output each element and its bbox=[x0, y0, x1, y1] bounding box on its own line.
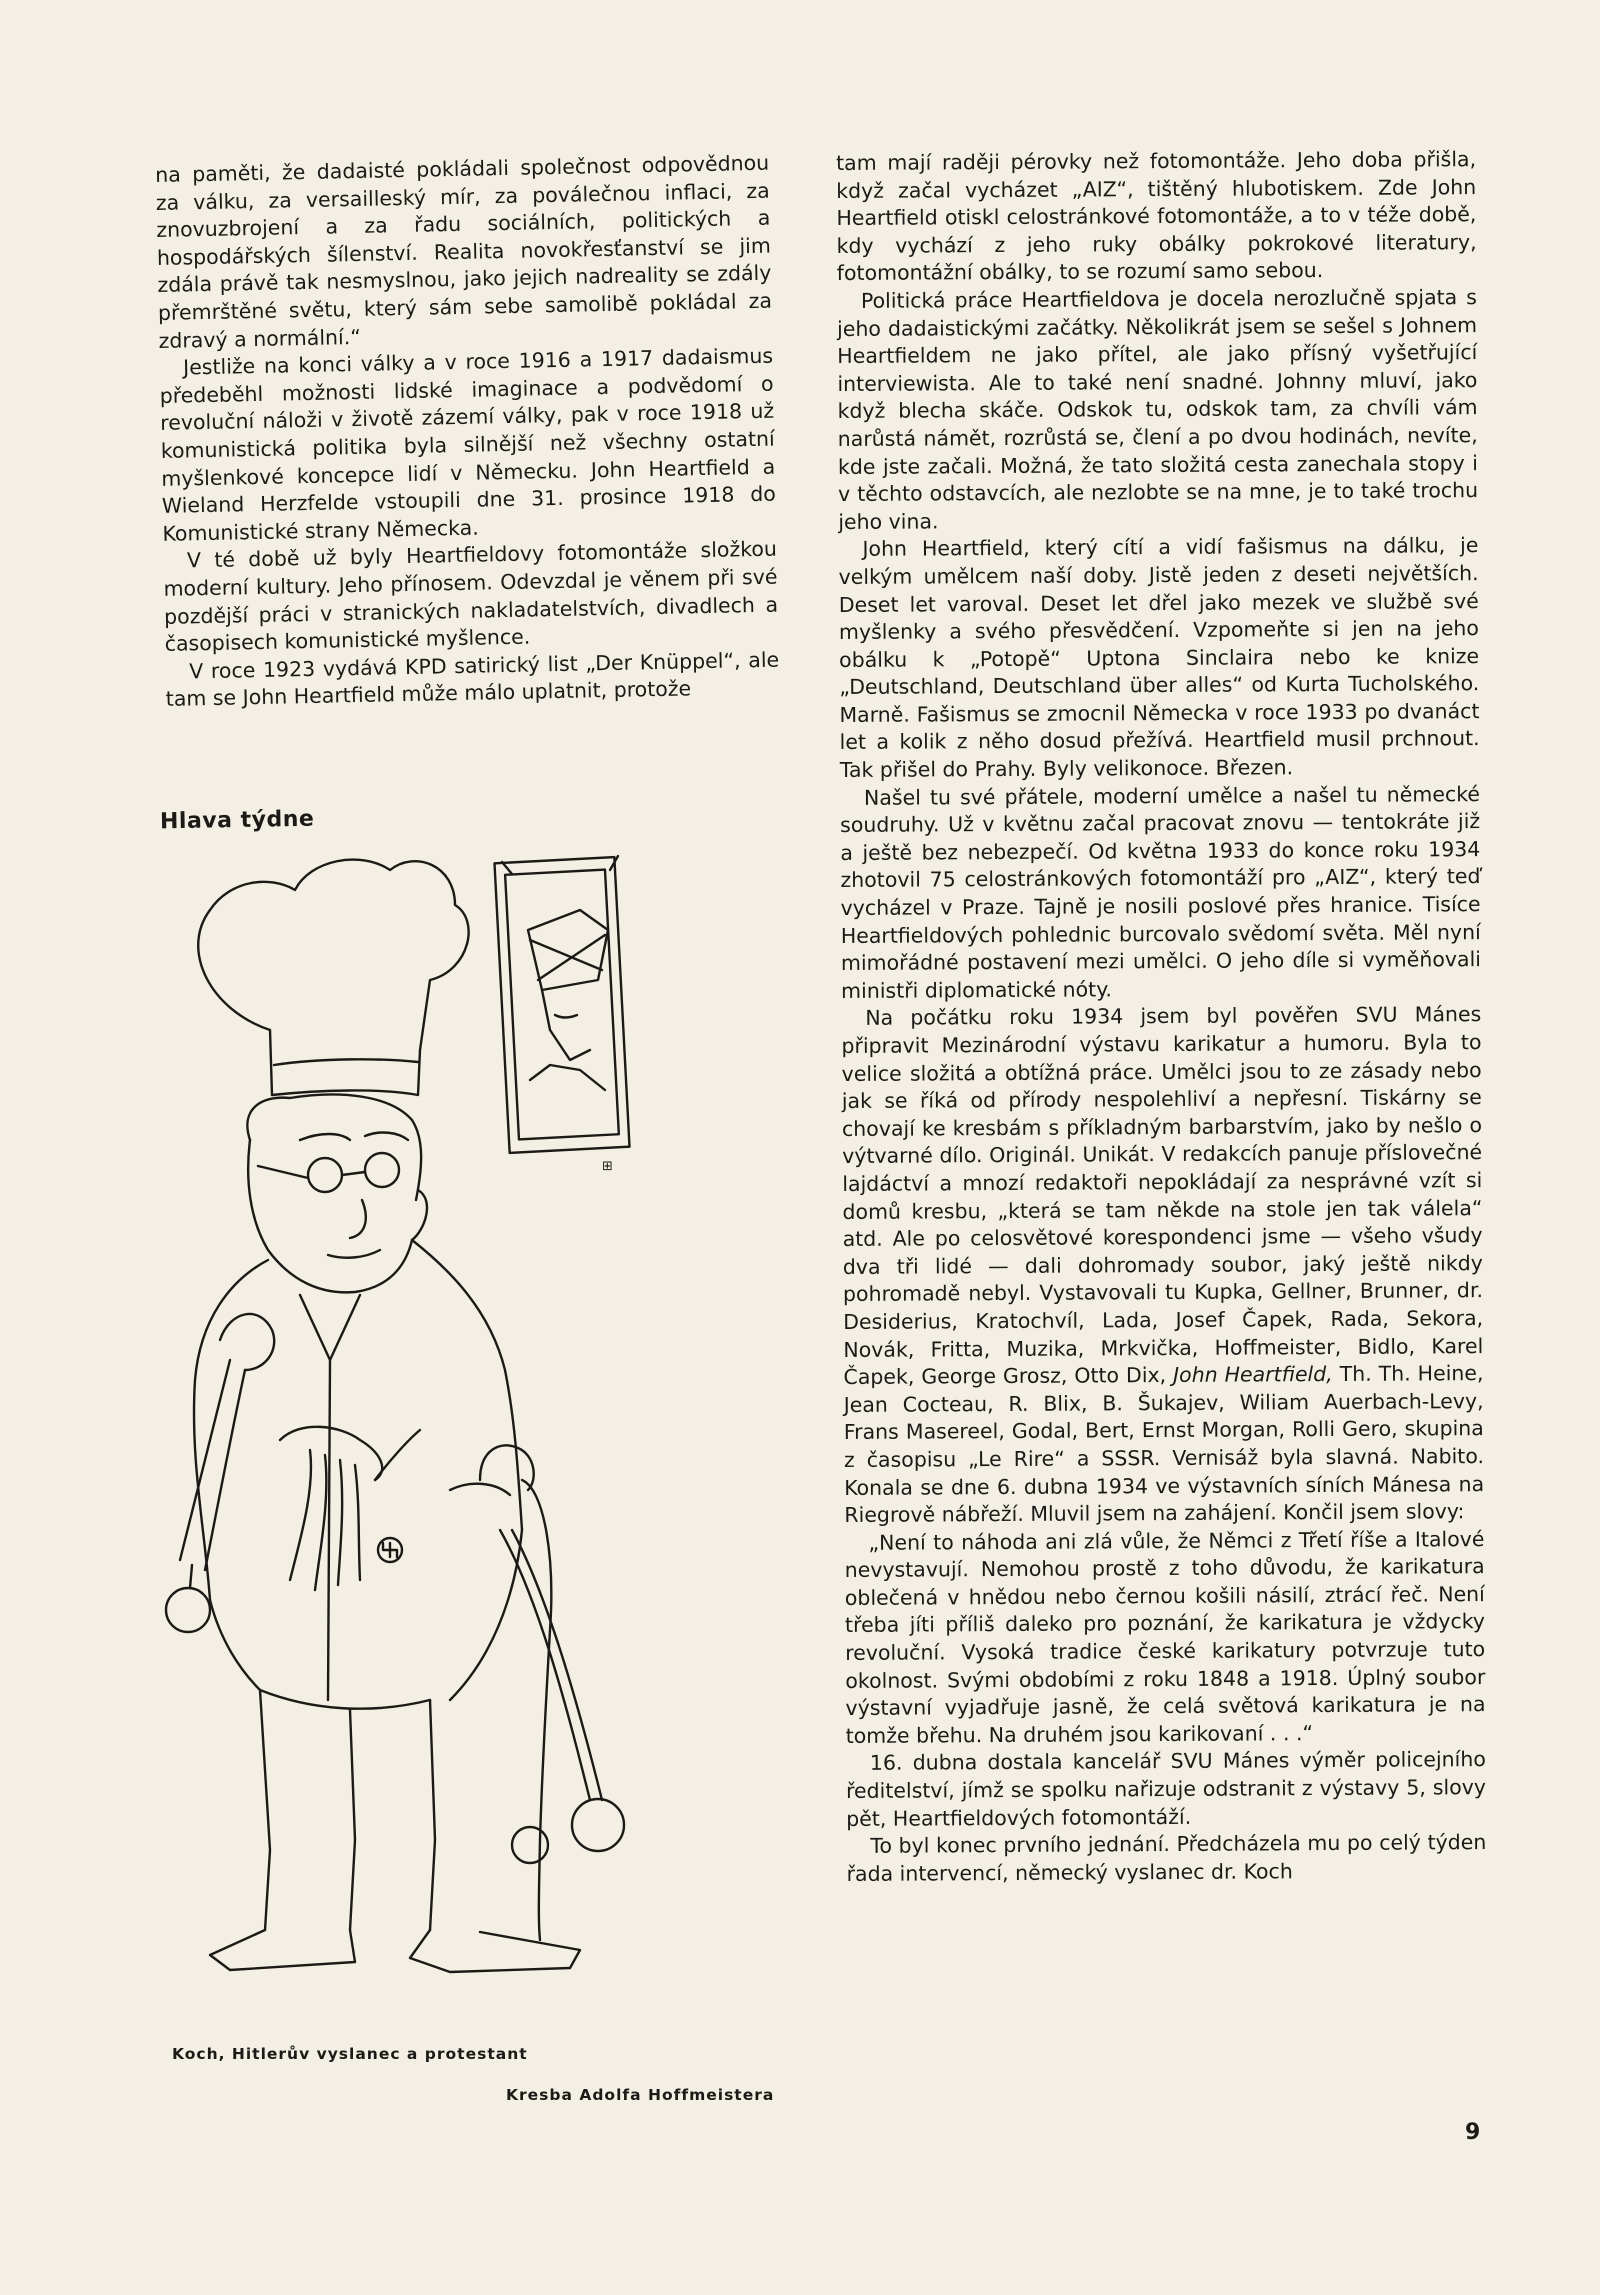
paragraph: Jestliže na konci války a v roce 1916 a 1917 dadaismus předeběhl možnosti lidské imaginace a podvědomí o revoluční náloži v životě zázemí války, pak v roce 1918 už komunistická politika byla silnější než všechny ostatní myšlenkové koncepce lidí v Německu. John Heartfield a Wieland Herzfelde vstoupili dne 31. prosince 1918 do Komunistické strany Německa. bbox=[159, 343, 777, 546]
text-run: Th. Th. Heine, Jean Cocteau, R. Blix, B. Šukajev, Wiliam Auerbach-Levy, Frans Masereel, Godal, Bert, Ernst Morgan, Rolli Gero, skupina z časopisu „Le Rire“ a SSSR. Vernisáž byla slavná. Nabito. Konala se dne 6. dubna 1934 ve výstavních síních Mánesa na Riegrově nábřeží. Mluvil jsem na zahájení. Končil jsem slovy: bbox=[843, 1361, 1485, 1528]
hands-gloves bbox=[280, 1427, 420, 1590]
caricature-illustration bbox=[150, 840, 790, 2030]
quote-paragraph: „Není to náhoda ani zlá vůle, že Němci z Třetí říše a Italové nevystavují. Nemohou prostě z toho důvodu, že karikatura oblečená v hnědou nebo černou košili násilí, ztrácí řeč. Není třeba jíti příliš daleko pro poznání, že karikatura je vždycky revoluční. Vysoká tradice české karikatury potvrzuje tuto okolnost. Svými obdobími z roku 1848 a 1918. Úplný soubor výstavní vyjadřuje jasně, že celá světová karikatura je na tomže břehu. Na druhém jsou karikovaní . . .“ bbox=[844, 1526, 1486, 1748]
head bbox=[247, 1094, 427, 1292]
right-text-column bbox=[836, 146, 1487, 1888]
paragraph: 16. dubna dostala kancelář SVU Mánes výměr policejního ředitelství, jímž se spolku nařizuje odstranit z výstavy 5, slovy pět, Heartfieldových fotomontáží. bbox=[845, 1747, 1487, 1831]
rolled-document bbox=[166, 1314, 274, 1632]
left-text-column bbox=[155, 150, 780, 714]
illustration-caption: Koch, Hitlerův vyslanec a protestant bbox=[172, 2045, 528, 2063]
chef-hat bbox=[198, 860, 468, 1095]
italic-name: John Heartfield, bbox=[1173, 1362, 1333, 1388]
paragraph: Politická práce Heartfieldova je docela nerozlučně spjata s jeho dadaistickými začátky. Několikrát jsem se sešel s Johnem Heartfieldem ne jako přítel, ale jako přísný vyšetřující interviewista. Ale to také není snadné. Johnny mluví, jako když blecha skáče. Odskok tu, odskok tam, za chvíli vám narůstá námět, rozrůstá se, člení a po dvou hodinách, nevíte, kde jste začali. Možná, že tato složitá cesta zanechala stopy i v těchto odstavcích, ale nezlobte se na mne, je to také trochu jeho vina. bbox=[837, 285, 1479, 534]
paragraph bbox=[841, 1001, 1484, 1529]
paragraph: John Heartfield, který cítí a vidí fašismus na dálku, je velkým umělcem naší doby. Jistě jeden z deseti největších. Deset let varoval. Deset let dřel jako mezek ve službě své myšlenky a svého přesvědčení. Vzpomeňte si jen na jeho obálku k „Potopě“ Uptona Sinclaira nebo ke knize „Deutschland, Deutschland über alles“ od Kurta Tucholského. Marně. Fašismus se zmocnil Německa v roce 1933 po dvanáct let a kolik z něho dosud přežívá. Heartfield musil prchnout. Tak přišel do Prahy. Byly velikonoce. Březen. bbox=[838, 533, 1480, 783]
framed-portrait bbox=[494, 856, 629, 1153]
paragraph: na paměti, že dadaisté pokládali společnost odpovědnou za válku, za versailleský mír, za poválečnou inflaci, za znovuzbrojení a za řadu sociálních, politických a hospodářských šílenství. Realita novokřesťanství se jim zdála právě tak nesmyslnou, jako jejich nadreality se zdály přemrštěné světu, který sám sebe samolibě pokládal za zdravý a normální.“ bbox=[155, 150, 773, 353]
paragraph: V roce 1923 vydává KPD satirický list „Der Knüppel“, ale tam se John Heartfield může málo uplatnit, protože bbox=[165, 647, 780, 712]
illustration-credit: Kresba Adolfa Hoffmeistera bbox=[506, 2086, 775, 2104]
paragraph: V té době už byly Heartfieldovy fotomontáže složkou moderní kultury. Jeho přínosem. Odevzdal je věnem při své pozdější práci v stranických nakladatelstvích, divadlech a časopisech komunistické myšlence. bbox=[163, 536, 779, 656]
text-run: Na počátku roku 1934 jsem byl pověřen SVU Mánes připravit Mezinárodní výstavu karikatur a humoru. Byla to velice složitá a obtížná práce. Umělci jsou to ze zásady nebo jak se říká od přírody nespolehliví a nepřesní. Tiskárny se chovají ke kresbám s příkladným barbarstvím, jako by nešlo o výtvarné dílo. Originál. Unikát. V redakcích panuje příslovečné lajdáctví a mnozí redaktoři nepokládají za nesprávné vzít si domů kresbu, „která se tam někde na stole jen tak válela“ atd. Ale po celosvětové korespondenci jsme — všeho všudy dva tři lidé — dali dohromady soubor, jaký ještě nikdy pohromadě nebyl. Vystavovali tu Kupka, Gellner, Brunner, dr. Desiderius, Kratochvíl, Lada, Josef Čapek, Rada, Sekora, Novák, Fritta, Muzika, Mrkvička, Hoffmeister, Bidlo, Karel Čapek, George Grosz, Otto Dix, bbox=[841, 1002, 1484, 1390]
paragraph: tam mají raději pérovky než fotomontáže. Jeho doba přišla, když začal vycházet „AIZ“, tištěný hlubotiskem. Zde John Heartfield otiskl celostránkové fotomontáže, a to v téže době, kdy vychází z jeho ruky obálky pokrokové literatury, fotomontážní obálky, to se rozumí samo sebou. bbox=[836, 147, 1477, 286]
paragraph: To byl konec prvního jednání. Předcházela mu po celý týden řada intervencí, německý vyslanec dr. Koch bbox=[846, 1830, 1487, 1886]
paragraph: Našel tu své přátele, moderní umělce a našel tu německé soudruhy. Už v květnu začal pracovat znovu — tentokráte již a ještě bez nebezpečí. Od května 1933 do konce roku 1934 zhotovil 75 celostránkových fotomontáží pro „AIZ“, který teď vycházel v Praze. Tajně je nosili poslové přes hranice. Tisíce Heartfieldových pohlednic burcovalo svědomí světa. Měl nyní mimořádné postavení mezi umělci. O jeho díle si vyměňovali ministři diplomatické nóty. bbox=[840, 781, 1482, 1003]
ladle bbox=[500, 1530, 624, 1851]
artist-monogram: ⊞ bbox=[602, 1159, 613, 1174]
page-number: 9 bbox=[1465, 2120, 1481, 2145]
section-heading: Hlava týdne bbox=[159, 806, 315, 835]
walking-cane bbox=[450, 1445, 551, 1940]
